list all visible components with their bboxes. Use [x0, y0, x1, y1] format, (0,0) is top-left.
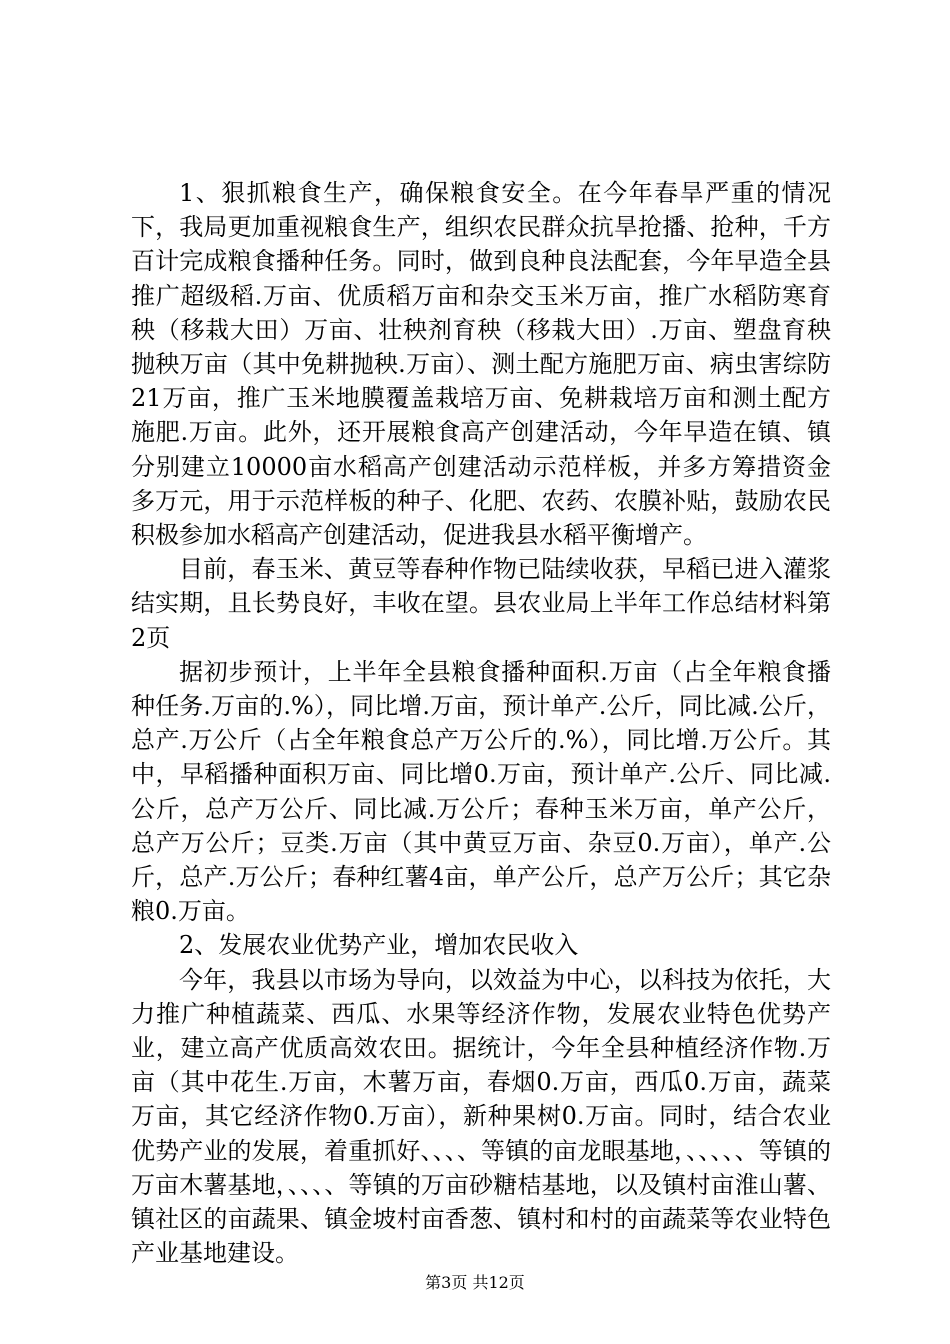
section-heading-advantage-industry: 2、发展农业优势产业，增加农民收入: [179, 931, 579, 960]
paragraph-current-status: 目前，春玉米、黄豆等春种作物已陆续收获，早稻已进入灌浆结实期，且长势良好，丰收在望。县农业局上半年工作总结材料第2页: [131, 555, 831, 652]
page-number-footer: 第3页 共12页: [425, 1273, 525, 1292]
paragraph-grain-production: 1、狠抓粮食生产，确保粮食安全。在今年春旱严重的情况下，我局更加重视粮食生产，组织农民群众抗旱抢播、抢种，千方百计完成粮食播种任务。同时，做到良种良法配套，今年早造全县推广超级稻.万亩、优质稻万亩和杂交玉米万亩，推广水稻防寒育秧（移栽大田）万亩、壮秧剂育秧（移栽大田）.万亩、塑盘育秧抛秧万亩（其中免耕抛秧.万亩）、测土配方施肥万亩、病虫害综防21万亩，推广玉米地膜覆盖栽培万亩、免耕栽培万亩和测土配方施肥.万亩。此外，还开展粮食高产创建活动，今年早造在镇、镇分别建立10000亩水稻高产创建活动示范样板，并多方筹措资金多万元，用于示范样板的种子、化肥、农药、农膜补贴，鼓励农民积极参加水稻高产创建活动，促进我县水稻平衡增产。: [131, 179, 831, 550]
paragraph-economic-crops: 今年，我县以市场为导向，以效益为中心，以科技为依托，大力推广种植蔬菜、西瓜、水果等经济作物，发展农业特色优势产业，建立高产优质高效农田。据统计，今年全县种植经济作物.万亩（其中花生.万亩，木薯万亩，春烟0.万亩，西瓜0.万亩，蔬菜万亩，其它经济作物0.万亩），新种果树0.万亩。同时，结合农业优势产业的发展，着重抓好、、、、等镇的亩龙眼基地，、、、、、等镇的万亩木薯基地，、、、、等镇的万亩砂糖桔基地，以及镇村亩淮山薯、镇社区的亩蔬果、镇金坡村亩香葱、镇村和村的亩蔬菜等农业特色产业基地建设。: [131, 965, 831, 1268]
document-body: [131, 176, 831, 1271]
paragraph-forecast: 据初步预计，上半年全县粮食播种面积.万亩（占全年粮食播种任务.万亩的.%），同比增.万亩，预计单产.公斤，同比减.公斤，总产.万公斤（占全年粮食总产万公斤的.%），同比增.万公斤。其中，早稻播种面积万亩、同比增0.万亩，预计单产.公斤、同比减.公斤，总产万公斤、同比减.万公斤；春种玉米万亩，单产公斤，总产万公斤；豆类.万亩（其中黄豆万亩、杂豆0.万亩），单产.公斤，总产.万公斤；春种红薯4亩，单产公斤，总产万公斤；其它杂粮0.万亩。: [131, 657, 831, 926]
